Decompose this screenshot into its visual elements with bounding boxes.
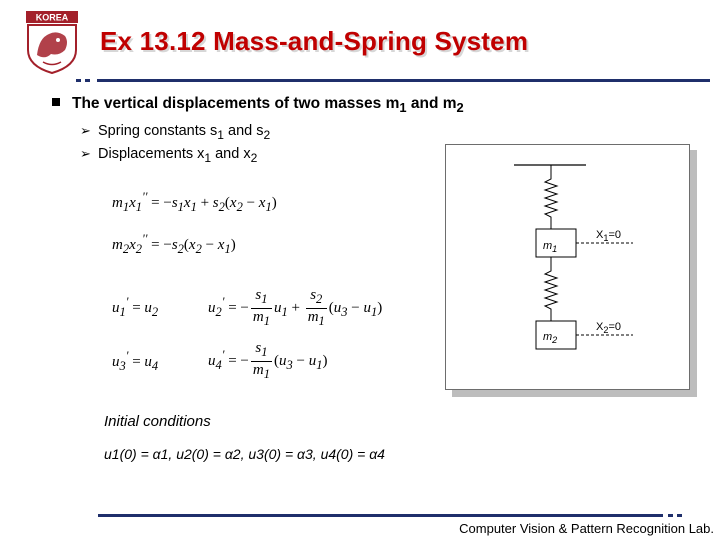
mass-2-label: $m_2$ <box>543 331 558 346</box>
equation-mass2: $m_2x_2'' = -s_2(x_2 - x_1)$ <box>112 232 236 256</box>
square-bullet-icon <box>52 98 60 106</box>
diagram-drawing <box>446 145 689 389</box>
equation-u4: $u_4'$ = − $\frac{s_1}{m_1}$ $(u_3 - u_1)$ <box>208 340 328 381</box>
main-bullet: The vertical displacements of two masses $m_1$ and $m_2$ <box>52 95 464 115</box>
logo-wordmark: KOREA <box>35 12 69 23</box>
x2-label: $X_2=0$ <box>596 321 621 336</box>
initial-conditions-equation: u1(0) = α1, u2(0) = α2, u3(0) = α3, u4(0) = α4 <box>104 446 385 462</box>
equation-u1: $u_1' = u_2$ <box>112 295 159 319</box>
equation-mass1: $m_1x_1'' = -s_1x_1 + s_2(x_2 - x_1)$ <box>112 190 277 214</box>
mass-spring-diagram <box>445 144 690 390</box>
arrow-bullet-icon: ➢ <box>80 123 91 138</box>
page-title: Ex 13.12 Mass-and-Spring System <box>100 26 529 56</box>
footer-rule-dash <box>677 514 682 517</box>
initial-conditions-heading: Initial conditions <box>104 413 211 430</box>
title-rule <box>97 79 710 82</box>
footer-rule-dash <box>668 514 673 517</box>
footer-lab-name: Computer Vision & Pattern Recognition Lab. <box>459 521 714 536</box>
title-rule-dash <box>76 79 81 82</box>
equation-u3: $u_3' = u_4$ <box>112 349 159 373</box>
mass-1-label: $m_1$ <box>543 240 558 255</box>
sub-bullet-displacements: ➢ Displacements $x_1$ and $x_2$ <box>80 146 258 165</box>
title-rule-dash <box>85 79 90 82</box>
spring-2 <box>545 257 557 321</box>
sub-bullet-spring-constants: ➢ Spring constants $s_1$ and $s_2$ <box>80 123 271 142</box>
spring-1 <box>545 165 557 229</box>
footer-rule <box>98 514 663 517</box>
korea-university-logo <box>25 10 79 74</box>
x1-label: $X_1=0$ <box>596 229 621 244</box>
arrow-bullet-icon: ➢ <box>80 146 91 161</box>
equation-u2: $u_2'$ = − $\frac{s_1}{m_1}$ $u_1$ + $\frac{s_2}{m_1}$ $(u_3 - u_1)$ <box>208 287 383 328</box>
